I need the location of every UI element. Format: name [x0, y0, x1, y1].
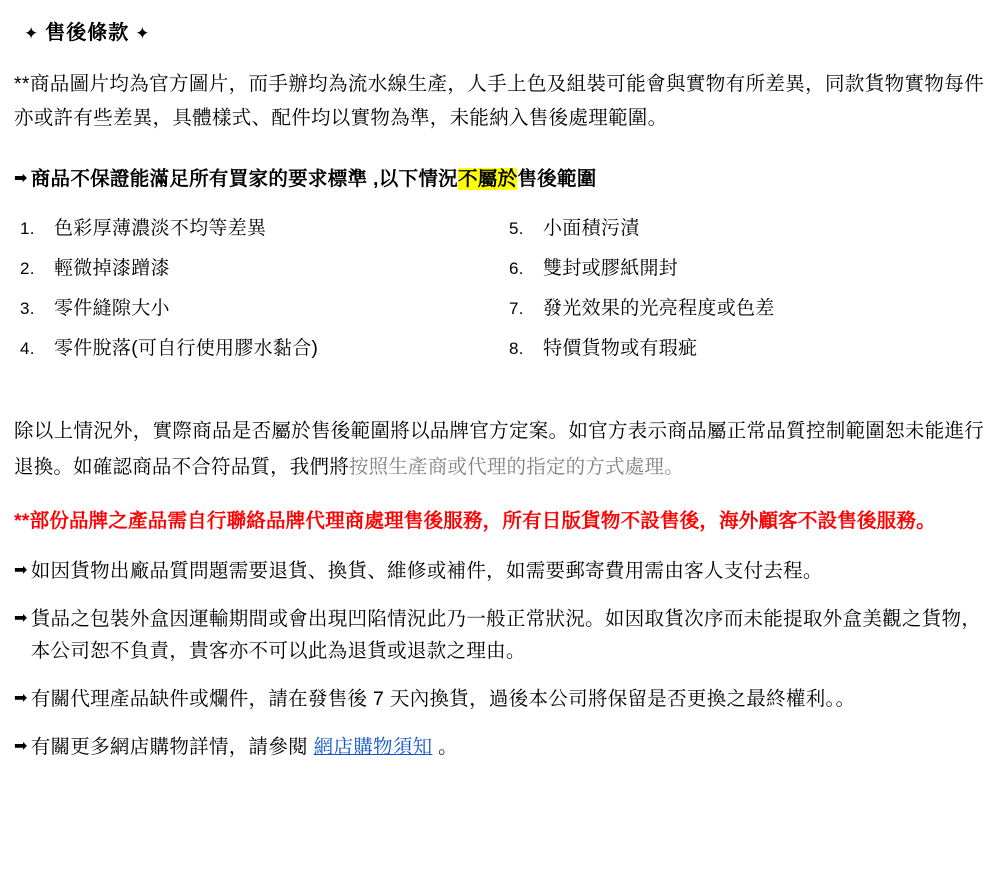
- list-item-number: 5.: [509, 219, 524, 238]
- list-item: [509, 209, 984, 249]
- arrow-right-icon: ➡: [14, 690, 28, 707]
- list-item-number: 4.: [20, 339, 35, 358]
- arrow-right-icon: ➡: [14, 562, 28, 579]
- page-title: [18, 16, 984, 45]
- list-item-number: 1.: [20, 219, 35, 238]
- red-notice: **部份品牌之產品需自行聯絡品牌代理商處理售後服務，所有日版貨物不設售後，海外顧客不設售後服務。: [14, 510, 936, 532]
- note-packaging-text: 貨品之包裝外盒因運輸期間或會出現凹陷情況此乃一般正常狀況。如因取貨次序而未能提取外盒美觀之貨物，本公司恕不負責，貴客亦不可以此為退貨或退款之理由。: [30, 608, 982, 662]
- list-item: [20, 249, 499, 289]
- arrow-right-icon: ➡: [14, 610, 28, 627]
- note-packaging: [14, 603, 984, 667]
- exclusion-lists: [14, 209, 984, 369]
- list-item-label: 零件縫隙大小: [54, 298, 170, 319]
- note-more-info-text: [31, 731, 984, 763]
- list-item-label: 輕微掉漆蹭漆: [54, 258, 170, 279]
- note-more-info: [14, 731, 984, 763]
- list-item-number: 6.: [509, 259, 524, 278]
- exclusion-list-right: [499, 209, 984, 369]
- intro-paragraph: **商品圖片均為官方圖片，而手辦均為流水線生產，人手上色及組裝可能會與實物有所差異，同款貨物實物每件亦或許有些差異，具體樣式、配件均以實物為準，未能納入售後處理範圍。: [14, 73, 984, 129]
- list-item: [20, 289, 499, 329]
- list-item: [509, 289, 984, 329]
- arrow-right-icon: ➡: [14, 170, 28, 187]
- list-item: [20, 329, 499, 369]
- exclusion-heading-after: 售後範圍: [517, 168, 597, 190]
- list-item-label: 色彩厚薄濃淡不均等差異: [54, 218, 267, 239]
- list-item-number: 8.: [509, 339, 524, 358]
- note-more-info-after: 。: [432, 736, 458, 758]
- list-item-label: 小面積污漬: [543, 218, 640, 239]
- list-item-number: 2.: [20, 259, 35, 278]
- exclusion-heading-before: 商品不保證能滿足所有買家的要求標準 ,以下情況: [30, 168, 458, 190]
- policy-paragraph-grey: 按照生產商或代理的指定的方式處理。: [348, 456, 684, 478]
- shopping-guide-link[interactable]: 網店購物須知: [313, 736, 433, 758]
- note-more-info-before: 有關更多網店購物詳情，請參閱: [30, 736, 314, 758]
- exclusion-heading-highlight: 不屬於: [457, 168, 518, 190]
- list-item: [509, 329, 984, 369]
- note-defect-window-text: 有關代理產品缺件或爛件，請在發售後 7 天內換貨，過後本公司將保留是否更換之最終權利。。: [30, 688, 856, 710]
- list-item-number: 7.: [509, 299, 524, 318]
- list-item-number: 3.: [20, 299, 35, 318]
- exclusion-heading-text: [31, 163, 984, 195]
- arrow-right-icon: ➡: [14, 738, 28, 755]
- exclusion-list-left: [14, 209, 499, 369]
- list-item: [509, 249, 984, 289]
- list-item-label: 雙封或膠紙開封: [543, 258, 679, 279]
- list-item-label: 零件脫落(可自行使用膠水黏合): [54, 338, 319, 359]
- list-item-label: 發光效果的光亮程度或色差: [543, 298, 775, 319]
- star-icon-left: ✦: [24, 24, 40, 43]
- exclusion-heading: [14, 163, 984, 195]
- note-shipping-text: 如因貨物出廠品質問題需要退貨、換貨、維修或補件，如需要郵寄費用需由客人支付去程。: [30, 560, 823, 582]
- note-defect-window: [14, 683, 984, 715]
- page-title-text: 售後條款: [45, 22, 130, 44]
- list-item-label: 特價貨物或有瑕疵: [543, 338, 698, 359]
- list-item: [20, 209, 499, 249]
- star-icon-right: ✦: [135, 24, 151, 43]
- note-shipping: [14, 555, 984, 587]
- policy-paragraph-main: 除以上情況外，實際商品是否屬於售後範圍將以品牌官方定案。如官方表示商品屬正常品質控制範圍恕未能進行退換。如確認商品不合符品質，我們將: [14, 420, 984, 478]
- policy-paragraph: [14, 413, 984, 485]
